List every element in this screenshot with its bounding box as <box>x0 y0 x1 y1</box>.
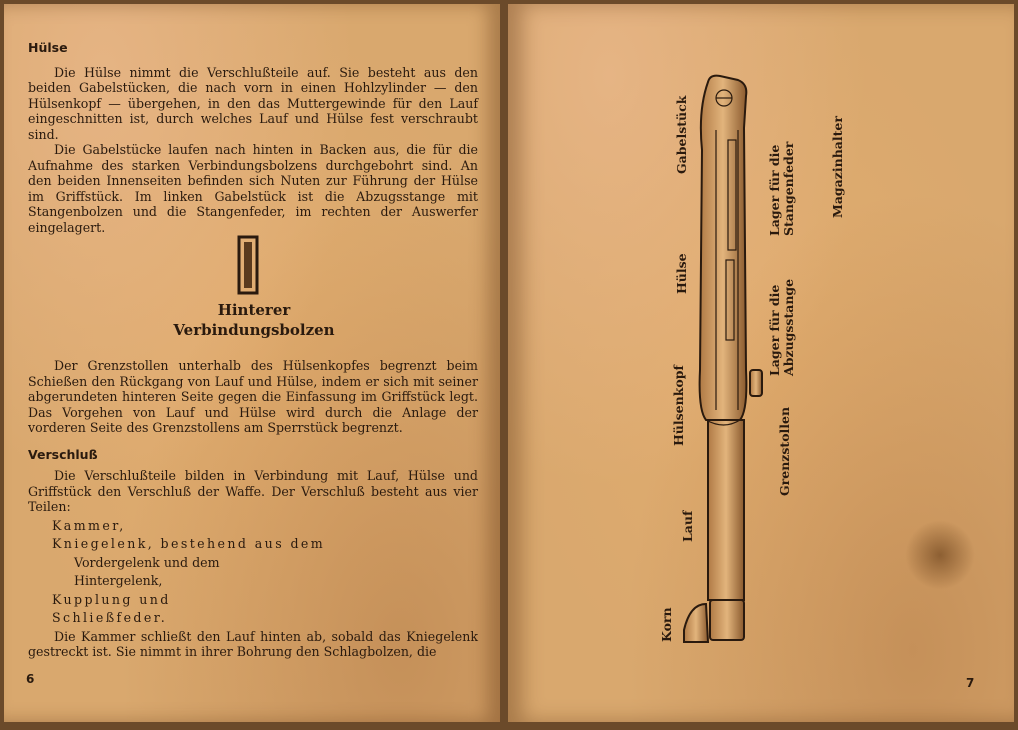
page-number-left: 6 <box>26 672 35 686</box>
paragraph: Die Hülse nimmt die Verschlußteile auf. Sie besteht aus den beiden Gabelstücken, die nach vorn in einen Hohlzylinder — den Hülsenkopf — übergehen, in den das Muttergewinde für den Lauf eingeschnitten ist, durch welches Lauf und Hülse fest verschraubt sind. <box>28 64 478 142</box>
label-gabelstueck: Gabelstück <box>674 95 689 174</box>
label-huelse: Hülse <box>674 253 689 294</box>
text-block-bottom <box>28 358 478 660</box>
label-korn: Korn <box>659 607 674 642</box>
right-page <box>508 4 1014 722</box>
section-heading-verschluss: Verschluß <box>28 446 98 462</box>
stain <box>905 520 975 590</box>
list-item: Kniegelenk, bestehend aus dem <box>52 536 326 551</box>
label-grenzstollen: Grenzstollen <box>777 406 792 496</box>
paragraph: Die Kammer schließt den Lauf hinten ab, sobald das Kniegelenk gestreckt ist. Sie nimmt in ihrer Bohrung den Schlagbolzen, die <box>28 628 478 659</box>
list-item: Schließfeder. <box>52 610 168 625</box>
page-number-right: 7 <box>966 676 975 690</box>
list-item: Kammer, <box>52 517 126 533</box>
label-lager-abzugsstange <box>768 279 796 376</box>
left-page <box>4 4 500 722</box>
label-line: Lager für die <box>767 284 782 376</box>
paragraph: Die Gabelstücke laufen nach hinten in Backen aus, die für die Aufnahme des starken Verbindungsbolzens durchgebohrt sind. An den beiden Innenseiten befinden sich Nuten zur Führung der Hülse im Griffstück. Im linken Gabelstück ist die Abzugsstange mit Stangenbolzen und die Stangenfeder, im rechten der Auswerfer eingelagert. <box>28 142 478 235</box>
figure-caption <box>124 300 384 340</box>
label-magazinhalter: Magazinhalter <box>830 116 845 218</box>
list-subitem: Hintergelenk, <box>74 573 163 588</box>
list-subitem: Vordergelenk und dem <box>74 554 220 570</box>
label-line: Stangenfeder <box>781 141 796 236</box>
label-huelsenkopf: Hülsenkopf <box>671 365 686 446</box>
text-block-top <box>28 40 478 235</box>
label-line: Lager für die <box>767 144 782 236</box>
paragraph: Der Grenzstollen unterhalb des Hülsenkopfes begrenzt beim Schießen den Rückgang von Lauf und Hülse, indem er sich mit seiner abgerundeten hinteren Seite gegen die Einfassung im Griffstück legt. Das Vorgehen von Lauf und Hülse wird durch die Anlage der vorderen Seite des Grenzstollens am Sperrstück begrenzt. <box>28 358 478 435</box>
bolt-illustration <box>236 234 262 296</box>
figure-caption-line: Verbindungsbolzen <box>173 321 335 339</box>
label-line: Abzugsstange <box>781 278 796 376</box>
label-lager-stangenfeder <box>768 142 796 236</box>
section-heading-huelse: Hülse <box>28 40 68 55</box>
figure-caption-line: Hinterer <box>217 301 291 319</box>
list-item: Kupplung und <box>52 591 171 607</box>
label-lauf: Lauf <box>680 510 695 542</box>
paragraph: Die Verschlußteile bilden in Verbindung mit Lauf, Hülse und Griffstück den Verschluß der Waffe. Der Verschluß besteht aus vier Teilen: <box>28 468 478 514</box>
